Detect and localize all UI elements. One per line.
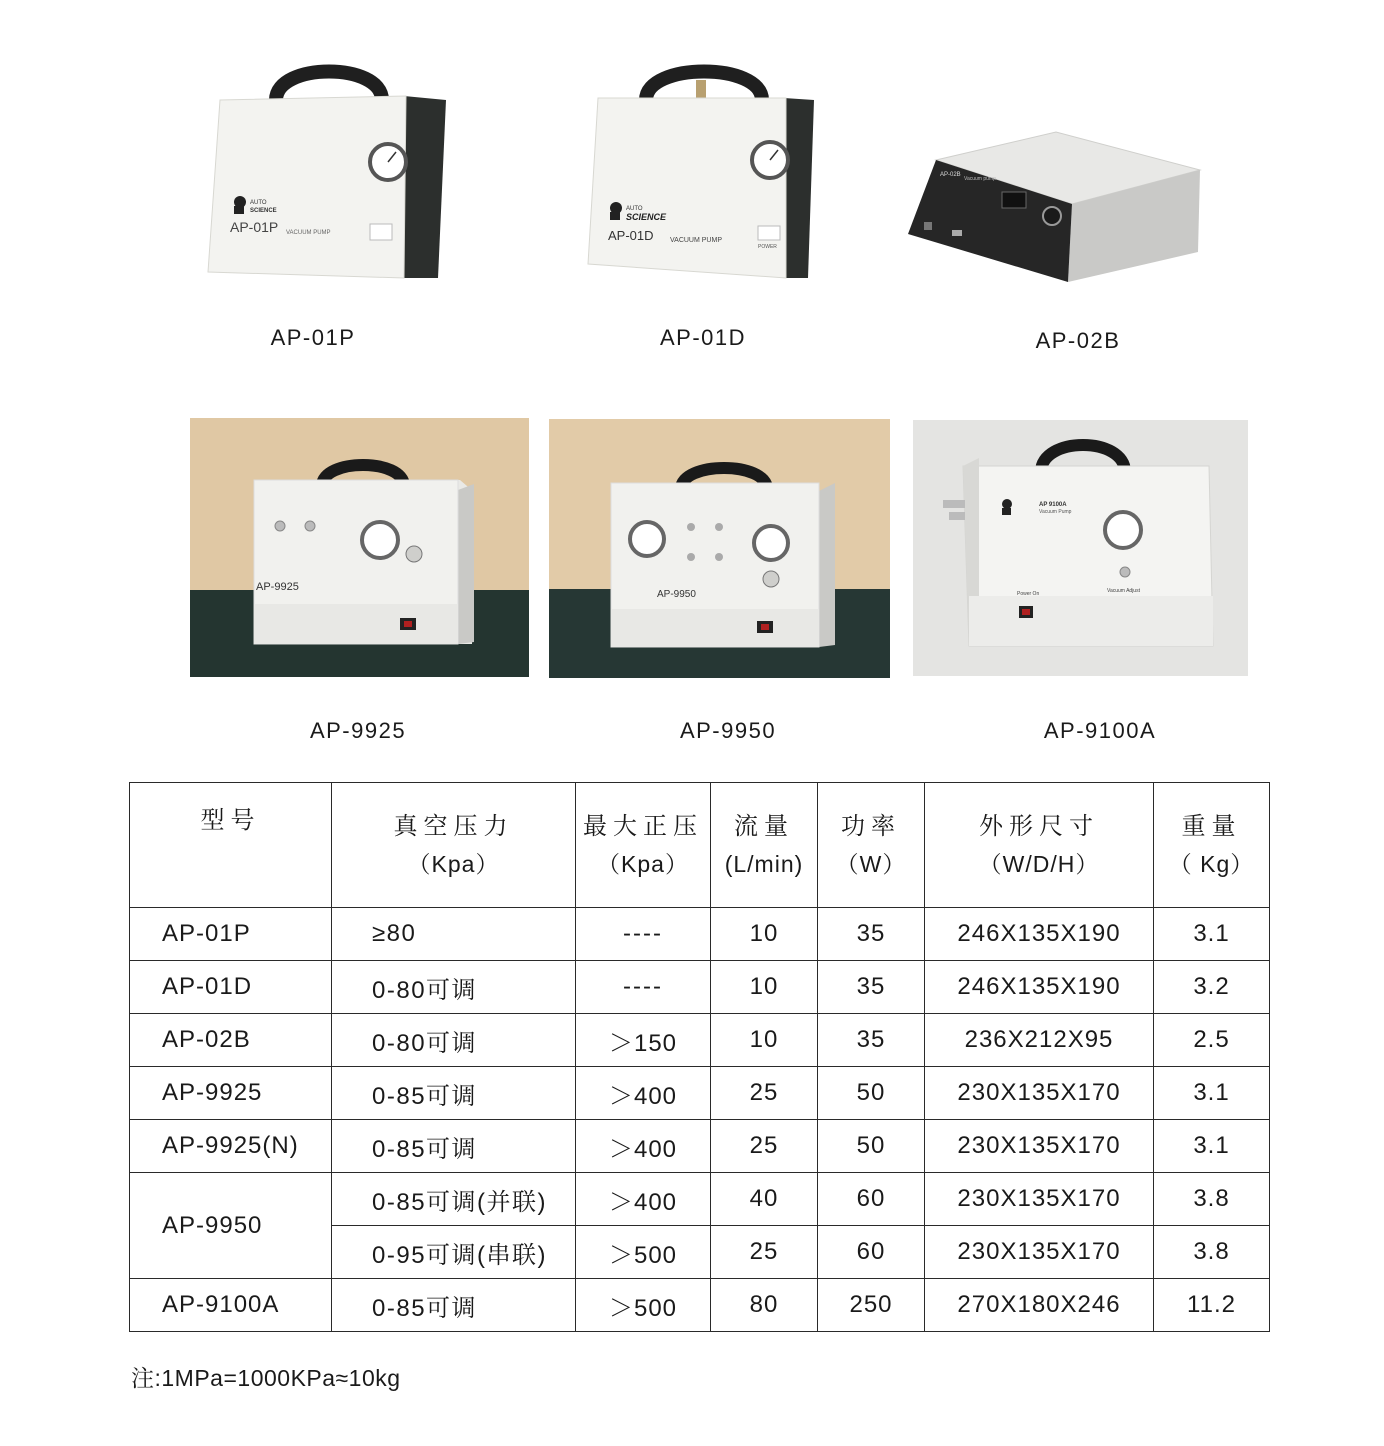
cell-size: 270X180X246 [925,1279,1154,1332]
cell-pressure: ---- [576,961,711,1014]
cell-vacuum: 0-85可调 [332,1067,576,1120]
header-power: 功率 （W） [818,783,925,908]
product-photo-ap-9950 [549,419,890,678]
header-size: 外形尺寸 （W/D/H） [925,783,1154,908]
brand-science-text: SCIENCE [250,208,277,214]
cell-power: 35 [818,961,925,1014]
cell-model: AP-01D [130,961,332,1014]
cell-weight: 2.5 [1154,1014,1270,1067]
cell-flow: 10 [711,1014,818,1067]
cell-flow: 10 [711,908,818,961]
cell-pressure: ＞400 [576,1067,711,1120]
header-model: 型号 [130,783,332,908]
footnote: 注:1MPa=1000KPa≈10kg [131,1365,401,1391]
face-sub-text: Vacuum pump [964,176,996,182]
face-sub-text: Vacuum Pump [1039,509,1072,515]
brand-auto-text: AUTO [250,200,267,206]
cell-power: 60 [818,1173,925,1226]
brand-logo-icon [1002,499,1012,515]
cell-weight: 3.1 [1154,1067,1270,1120]
cell-model: AP-02B [130,1014,332,1067]
brand-auto-text: AUTO [626,206,643,212]
cell-size: 236X212X95 [925,1014,1154,1067]
brand-science-text: SCIENCE [626,212,667,222]
caption-ap-01p: AP-01P [270,325,356,350]
cell-model: AP-9925 [130,1067,332,1120]
table-row [130,1067,1270,1120]
cell-vacuum: 0-80可调 [332,961,576,1014]
cell-flow: 10 [711,961,818,1014]
cell-pressure: ＞400 [576,1120,711,1173]
cell-model: AP-9950 [130,1173,332,1279]
face-model-text: AP-02B [940,172,961,178]
cell-power: 35 [818,1014,925,1067]
table-row [130,961,1270,1014]
face-sub-text: VACUUM PUMP [286,230,331,236]
cell-weight: 3.2 [1154,961,1270,1014]
cell-power: 50 [818,1120,925,1173]
cell-size: 246X135X190 [925,908,1154,961]
header-flow: 流量 (L/min) [711,783,818,908]
header-max-pressure: 最大正压 （Kpa） [576,783,711,908]
cell-pressure: ＞150 [576,1014,711,1067]
cell-size: 246X135X190 [925,961,1154,1014]
cell-weight: 3.1 [1154,1120,1270,1173]
cell-size: 230X135X170 [925,1120,1154,1173]
cell-size: 230X135X170 [925,1067,1154,1120]
face-model-text: AP-9925 [256,581,299,593]
power-label: POWER [758,244,777,250]
cell-flow: 40 [711,1173,818,1226]
cell-vacuum: 0-80可调 [332,1014,576,1067]
cell-weight: 3.8 [1154,1226,1270,1279]
cell-pressure: ＞500 [576,1279,711,1332]
cell-flow: 25 [711,1120,818,1173]
cell-vacuum: 0-85可调 [332,1120,576,1173]
cell-model: AP-01P [130,908,332,961]
table-row [130,1120,1270,1173]
cell-pressure: ＞500 [576,1226,711,1279]
face-model-text: AP-9950 [657,589,696,600]
product-photo-ap-01p [206,56,456,282]
table-row [130,908,1270,961]
header-weight: 重量 （ Kg） [1154,783,1270,908]
caption-ap-9950: AP-9950 [679,718,777,743]
table-header-row [130,783,1270,908]
cell-vacuum: 0-85可调(并联) [332,1173,576,1226]
face-model-text: AP 9100A [1039,502,1067,508]
face-sub-text: VACUUM PUMP [670,237,722,244]
cell-vacuum: 0-95可调(串联) [332,1226,576,1279]
cell-size: 230X135X170 [925,1226,1154,1279]
cell-model: AP-9100A [130,1279,332,1332]
product-photo-ap-01d [586,56,822,282]
cell-vacuum: ≥80 [332,908,576,961]
table-row [130,1014,1270,1067]
cell-power: 50 [818,1067,925,1120]
face-model-text: AP-01P [230,219,279,235]
cell-power: 35 [818,908,925,961]
caption-ap-02b: AP-02B [1035,328,1121,353]
cell-flow: 80 [711,1279,818,1332]
cell-size: 230X135X170 [925,1173,1154,1226]
caption-ap-9100a: AP-9100A [1043,718,1157,743]
cell-power: 250 [818,1279,925,1332]
cell-weight: 3.8 [1154,1173,1270,1226]
cell-weight: 3.1 [1154,908,1270,961]
product-photo-ap-9925 [190,418,529,677]
cell-flow: 25 [711,1067,818,1120]
power-on-label: Power On [1017,591,1040,597]
cell-weight: 11.2 [1154,1279,1270,1332]
table-row [130,1173,1270,1226]
cell-flow: 25 [711,1226,818,1279]
spec-table [129,782,1270,1332]
cell-pressure: ---- [576,908,711,961]
header-vacuum: 真空压力 （Kpa） [332,783,576,908]
product-photo-ap-02b [906,130,1202,284]
vacuum-adjust-label: Vacuum Adjust [1107,588,1140,594]
cell-power: 60 [818,1226,925,1279]
face-model-text: AP-01D [608,228,654,243]
table-row [130,1279,1270,1332]
product-photo-ap-9100a [913,420,1248,676]
cell-model: AP-9925(N) [130,1120,332,1173]
caption-ap-01d: AP-01D [659,325,747,350]
cell-vacuum: 0-85可调 [332,1279,576,1332]
cell-pressure: ＞400 [576,1173,711,1226]
caption-ap-9925: AP-9925 [309,718,407,743]
